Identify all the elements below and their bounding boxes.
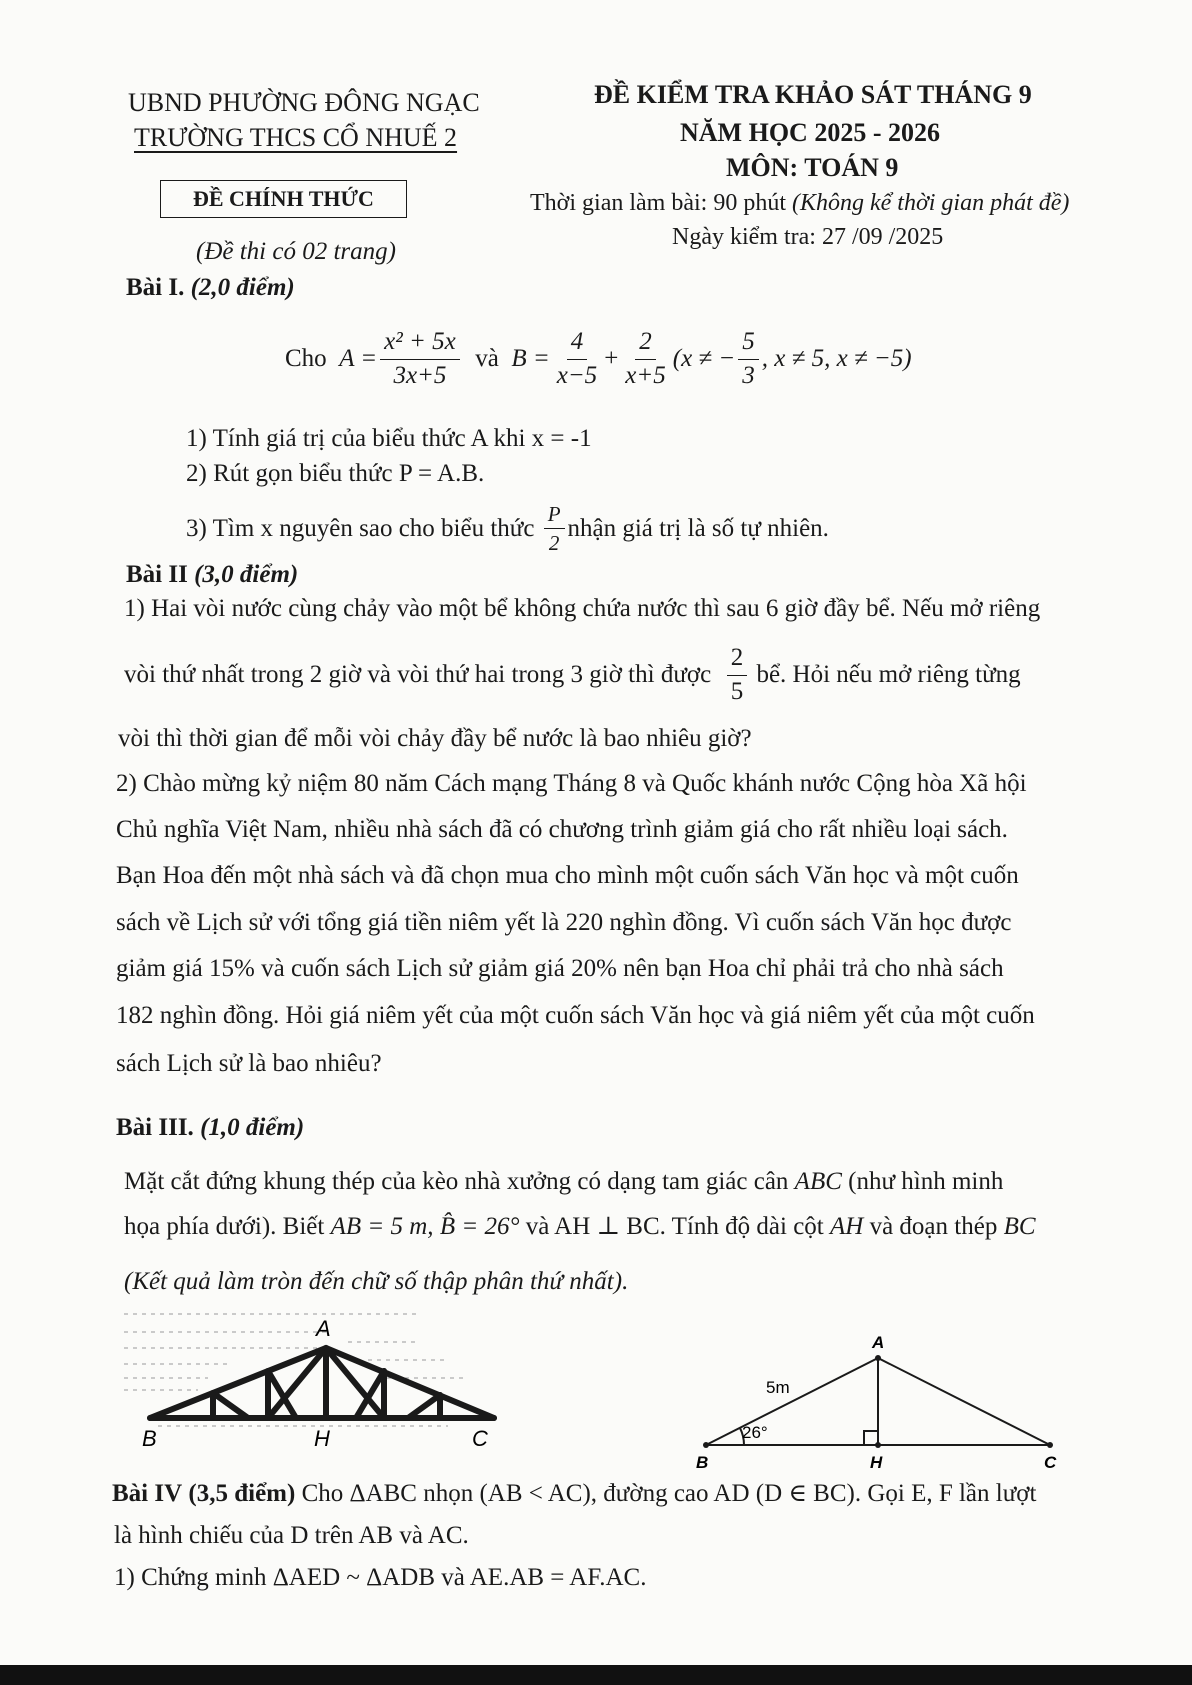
bai1-q3-post: nhận giá trị là số tự nhiên. xyxy=(567,514,829,542)
bai1-expressions xyxy=(285,328,912,391)
bai3-bc: BC xyxy=(1003,1213,1036,1240)
q3-numerator: P xyxy=(544,502,565,529)
q3-denominator: 2 xyxy=(548,531,560,556)
condition-close: , x ≠ 5, x ≠ −5) xyxy=(761,345,912,373)
triangle-label-c: C xyxy=(1044,1453,1057,1470)
A-label: A = xyxy=(339,345,378,373)
bai3-line1 xyxy=(124,1168,1003,1196)
exam-time xyxy=(530,190,1069,217)
school-year: NĂM HỌC 2025 - 2026 xyxy=(680,118,940,147)
B1-denominator: x−5 xyxy=(556,361,598,389)
pages-note: (Đề thi có 02 trang) xyxy=(196,238,396,265)
school-authority: UBND PHƯỜNG ĐÔNG NGẠC xyxy=(128,88,480,117)
triangle-side-label: 5m xyxy=(766,1378,790,1397)
bai2-points: (3,0 điểm) xyxy=(194,561,299,588)
bai1-title: Bài I. xyxy=(126,274,185,301)
bai3-line1-pre: Mặt cắt đứng khung thép của kèo nhà xưởng có dạng tam giác cân xyxy=(124,1168,789,1195)
bai2-p2-line: Bạn Hoa đến một nhà sách và đã chọn mua cho mình một cuốn sách Văn học và một cuốn xyxy=(116,862,1019,889)
bai3-line2-mid: và AH ⊥ BC. Tính độ dài cột xyxy=(525,1213,824,1240)
bai1-q3-pre: 3) Tìm x nguyên sao cho biểu thức xyxy=(186,514,535,542)
triangle-label-h: H xyxy=(870,1453,883,1470)
triangle-angle-label: 26° xyxy=(742,1423,768,1442)
triangle-label-b: B xyxy=(696,1453,709,1470)
school-name-text: TRƯỜNG THCS CỔ NHUẾ 2 xyxy=(134,123,458,152)
bai2-heading xyxy=(126,561,298,589)
bai3-line1-post: (như hình minh xyxy=(848,1168,1004,1195)
B2-denominator: x+5 xyxy=(625,361,666,389)
bai1-points: (2,0 điểm) xyxy=(190,274,295,301)
bai3-line2-and: và đoạn thép xyxy=(869,1213,998,1240)
truss-label-h: H xyxy=(314,1426,330,1450)
bai4-title: Bài IV xyxy=(112,1480,183,1507)
exam-date: Ngày kiểm tra: 27 /09 /2025 xyxy=(672,224,944,250)
bai2-p2-line: 2) Chào mừng kỷ niệm 80 năm Cách mạng Tháng 8 và Quốc khánh nước Cộng hòa Xã hội xyxy=(116,770,1027,797)
B1-numerator: 4 xyxy=(567,328,588,360)
bottom-border xyxy=(0,1665,1192,1685)
official-exam-label: ĐỀ CHÍNH THỨC xyxy=(160,180,407,218)
condition-fraction xyxy=(738,328,759,391)
exam-title: ĐỀ KIỂM TRA KHẢO SÁT THÁNG 9 xyxy=(594,80,1032,109)
bai3-abc: ABC xyxy=(794,1168,842,1195)
bai2-p2-line: sách Lịch sử là bao nhiêu? xyxy=(116,1050,382,1077)
B-fraction-2 xyxy=(621,328,669,391)
bai2-title: Bài II xyxy=(126,561,188,588)
truss-frame xyxy=(150,1348,494,1418)
bai2-p1-line1: 1) Hai vòi nước cùng chảy vào một bể không chứa nước thì sau 6 giờ đầy bể. Nếu mở riêng xyxy=(124,595,1041,622)
B-label: B = xyxy=(511,345,550,373)
q3-fraction xyxy=(544,502,565,555)
exam-time-note: (Không kể thời gian phát đề) xyxy=(791,190,1070,216)
bai2-fraction-den: 5 xyxy=(730,677,744,705)
bai3-heading xyxy=(116,1114,304,1142)
triangle-diagram xyxy=(686,1330,1086,1470)
bai3-angle-b: B̂ = 26° xyxy=(439,1213,520,1240)
bai1-heading xyxy=(126,274,295,302)
plus-sign: + xyxy=(604,345,619,373)
exam-time-text: Thời gian làm bài: 90 phút xyxy=(530,190,786,216)
bai4-line1-text: Cho ΔABC nhọn (AB < AC), đường cao AD (D ∈ BC). Gọi E, F lần lượt xyxy=(301,1480,1037,1507)
condition-denominator: 3 xyxy=(742,361,755,389)
bai1-q1: 1) Tính giá trị của biểu thức A khi x = -1 xyxy=(186,425,592,452)
bai3-note: (Kết quả làm tròn đến chữ số thập phân thứ nhất). xyxy=(124,1268,629,1295)
bai1-q2: 2) Rút gọn biểu thức P = A.B. xyxy=(186,460,485,487)
bai1-q3 xyxy=(186,502,829,555)
bai3-ab: AB = 5 m, xyxy=(330,1213,434,1240)
school-name xyxy=(134,123,457,153)
bai3-ah: AH xyxy=(830,1213,864,1240)
bai4-line3: 1) Chứng minh ΔAED ~ ΔADB và AE.AB = AF.AC. xyxy=(114,1564,647,1591)
B-fraction-1 xyxy=(553,328,601,391)
bai4-line1 xyxy=(112,1478,1036,1508)
truss-illustration xyxy=(118,1308,498,1450)
subject: MÔN: TOÁN 9 xyxy=(726,153,899,182)
bai4-line2: là hình chiếu của D trên AB và AC. xyxy=(114,1522,469,1549)
truss-label-c: C xyxy=(472,1426,488,1450)
bai2-p2-line: sách về Lịch sử với tổng giá tiền niêm yết là 220 nghìn đồng. Vì cuốn sách Văn học được xyxy=(116,909,1012,936)
bai2-p1-line2 xyxy=(124,644,1021,707)
bai4-points: (3,5 điểm) xyxy=(188,1480,296,1507)
truss-label-a: A xyxy=(316,1316,331,1341)
bai2-fraction xyxy=(727,644,748,707)
bai2-p1-line2-pre: vòi thứ nhất trong 2 giờ và vòi thứ hai trong 3 giờ thì được xyxy=(124,661,712,689)
A-fraction xyxy=(380,328,460,391)
condition-open: (x ≠ − xyxy=(672,345,736,373)
bai2-p2-line: giảm giá 15% và cuốn sách Lịch sử giảm giá 20% nên bạn Hoa chỉ phải trả cho nhà sách xyxy=(116,955,1004,982)
bai3-title: Bài III. xyxy=(116,1114,194,1141)
A-denominator: 3x+5 xyxy=(393,361,447,389)
B2-numerator: 2 xyxy=(635,328,656,360)
bai2-p2-line: Chủ nghĩa Việt Nam, nhiều nhà sách đã có chương trình giảm giá cho rất nhiều loại sách. xyxy=(116,816,1008,843)
bai3-line2 xyxy=(124,1211,1036,1241)
bai2-p2-line: 182 nghìn đồng. Hỏi giá niêm yết của một cuốn sách Văn học và giá niêm yết của một cuốn xyxy=(116,1002,1035,1029)
bai2-p1-line3: vòi thì thời gian để mỗi vòi chảy đầy bể nước là bao nhiêu giờ? xyxy=(118,725,752,752)
va-word: và xyxy=(475,345,499,373)
bai3-points: (1,0 điểm) xyxy=(200,1114,305,1141)
A-numerator: x² + 5x xyxy=(380,328,460,360)
condition-numerator: 5 xyxy=(738,328,759,360)
bai2-p1-line2-post: bể. Hỏi nếu mở riêng từng xyxy=(756,661,1021,689)
triangle-label-a: A xyxy=(872,1333,885,1352)
cho-word: Cho xyxy=(285,345,327,373)
bai2-fraction-num: 2 xyxy=(727,644,748,676)
truss-label-b: B xyxy=(142,1426,157,1450)
bai3-line2-pre: họa phía dưới). Biết xyxy=(124,1213,325,1240)
